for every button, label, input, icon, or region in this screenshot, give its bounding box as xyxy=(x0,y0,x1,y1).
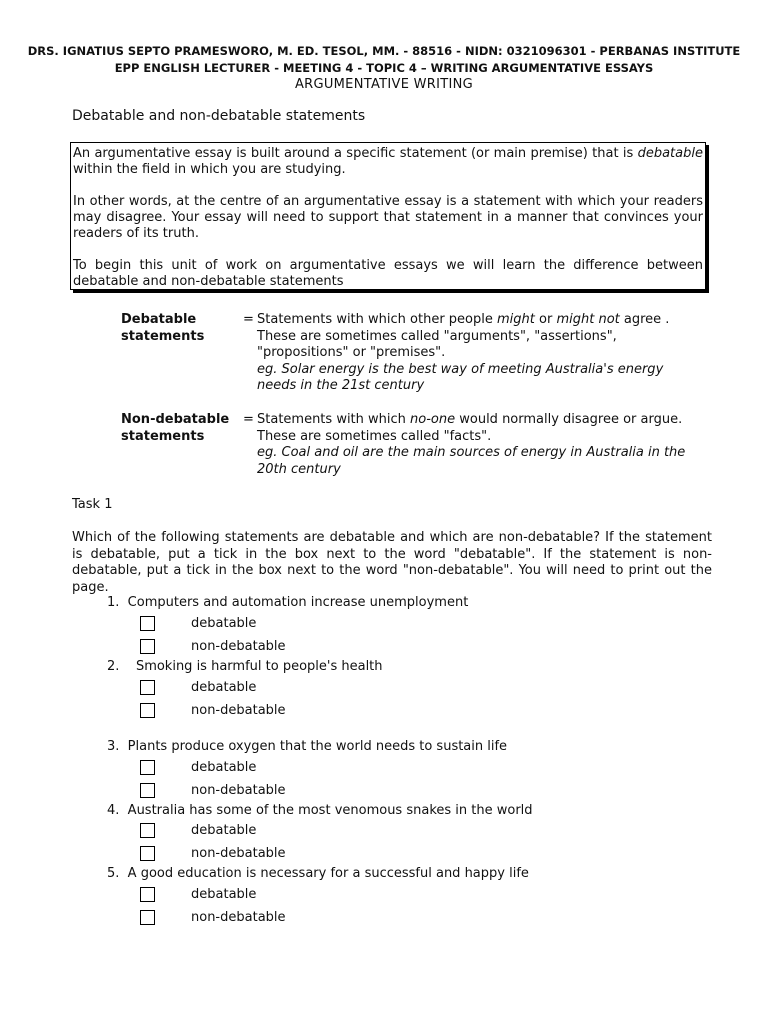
definition-example: eg. Coal and oil are the main sources of energy in Australia in the 20th century xyxy=(257,445,686,477)
option-debatable-3 xyxy=(0,760,768,778)
question-text xyxy=(107,595,468,610)
definition-body xyxy=(257,312,687,395)
checkbox-nondebatable-4[interactable] xyxy=(140,846,155,861)
option-label: debatable xyxy=(191,616,257,631)
option-nondebatable-5 xyxy=(0,910,768,928)
section-title: Debatable and non-debatable statements xyxy=(72,108,366,124)
question-text xyxy=(107,659,383,674)
header-author-line: DRS. IGNATIUS SEPTO PRAMESWORO, M. ED. TESOL, MM. - 88516 - NIDN: 0321096301 - PERBANAS INSTITUTE xyxy=(27,44,741,58)
question-statement: Smoking is harmful to people's health xyxy=(135,659,383,674)
task-instructions: Which of the following statements are debatable and which are non-debatable? If the statement is debatable, put a tick in the box next to the word "debatable". If the statement is non-debatable, put a tick in the box next to the word "non-debatable". You will need to print out the page. xyxy=(72,530,712,595)
option-nondebatable-4 xyxy=(0,846,768,864)
definition-term: Non-debatable statements xyxy=(121,412,230,444)
equals-sign: = xyxy=(243,312,254,327)
checkbox-debatable-4[interactable] xyxy=(140,823,155,838)
question-statement: A good education is necessary for a successful and happy life xyxy=(127,866,529,881)
option-label: non-debatable xyxy=(191,639,286,654)
checkbox-debatable-2[interactable] xyxy=(140,680,155,695)
question-number: 4. xyxy=(107,803,120,818)
definition-emphasis: might xyxy=(497,312,535,327)
header-course-line: EPP ENGLISH LECTURER - MEETING 4 - TOPIC 4 – WRITING ARGUMENTATIVE ESSAYS xyxy=(114,61,654,75)
option-debatable-2 xyxy=(0,680,768,698)
intro-paragraph-2: In other words, at the centre of an argumentative essay is a statement with which your readers may disagree. Your essay will need to support that statement in a manner that convinces your readers of its truth. xyxy=(73,194,703,241)
definition-text: These are sometimes called "arguments", "assertions", "propositions" or "premises". xyxy=(257,328,617,360)
option-nondebatable-3 xyxy=(0,783,768,801)
checkbox-nondebatable-2[interactable] xyxy=(140,703,155,718)
option-label: debatable xyxy=(191,760,257,775)
question-statement: Australia has some of the most venomous snakes in the world xyxy=(127,803,533,818)
question-number: 5. xyxy=(107,866,120,881)
definition-body xyxy=(257,412,687,478)
question-text xyxy=(107,866,529,881)
option-label: debatable xyxy=(191,887,257,902)
intro-box xyxy=(70,142,706,290)
definition-example: eg. Solar energy is the best way of meeting Australia's energy needs in the 21st century xyxy=(257,361,664,393)
checkbox-debatable-1[interactable] xyxy=(140,616,155,631)
question-number: 3. xyxy=(107,739,120,754)
option-label: non-debatable xyxy=(191,846,286,861)
checkbox-nondebatable-3[interactable] xyxy=(140,783,155,798)
definition-emphasis: no-one xyxy=(410,412,456,427)
question-statement: Computers and automation increase unemployment xyxy=(127,595,469,610)
intro-emphasis: debatable xyxy=(637,146,703,161)
definition-emphasis: might not xyxy=(556,312,620,327)
question-text xyxy=(107,739,507,754)
definition-text: Statements with which other people xyxy=(257,312,497,327)
definition-text: agree . xyxy=(619,312,670,327)
option-nondebatable-1 xyxy=(0,639,768,657)
option-debatable-1 xyxy=(0,616,768,634)
option-debatable-5 xyxy=(0,887,768,905)
checkbox-debatable-3[interactable] xyxy=(140,760,155,775)
definition-text: or xyxy=(534,312,557,327)
question-statement: Plants produce oxygen that the world needs to sustain life xyxy=(127,739,508,754)
option-label: non-debatable xyxy=(191,703,286,718)
intro-text: within the field in which you are studying. xyxy=(73,162,346,177)
option-debatable-4 xyxy=(0,823,768,841)
option-label: debatable xyxy=(191,823,257,838)
question-number: 1. xyxy=(107,595,120,610)
question-number: 2. xyxy=(107,659,120,674)
intro-paragraph-3: To begin this unit of work on argumentative essays we will learn the difference between debatable and non-debatable statements xyxy=(73,258,703,289)
option-label: non-debatable xyxy=(191,783,286,798)
checkbox-debatable-5[interactable] xyxy=(140,887,155,902)
intro-paragraph-1 xyxy=(73,146,703,178)
checkbox-nondebatable-1[interactable] xyxy=(140,639,155,654)
intro-text: An argumentative essay is built around a specific statement (or main premise) that is xyxy=(73,146,638,161)
task-title: Task 1 xyxy=(72,497,113,512)
option-nondebatable-2 xyxy=(0,703,768,721)
definition-term: Debatable statements xyxy=(121,312,205,344)
option-label: debatable xyxy=(191,680,257,695)
option-label: non-debatable xyxy=(191,910,286,925)
definition-text: would normally disagree or argue. These are sometimes called "facts". xyxy=(257,412,683,444)
document-title: ARGUMENTATIVE WRITING xyxy=(294,77,474,92)
equals-sign: = xyxy=(243,412,254,427)
definition-text: Statements with which xyxy=(257,412,411,427)
question-text xyxy=(107,803,533,818)
checkbox-nondebatable-5[interactable] xyxy=(140,910,155,925)
